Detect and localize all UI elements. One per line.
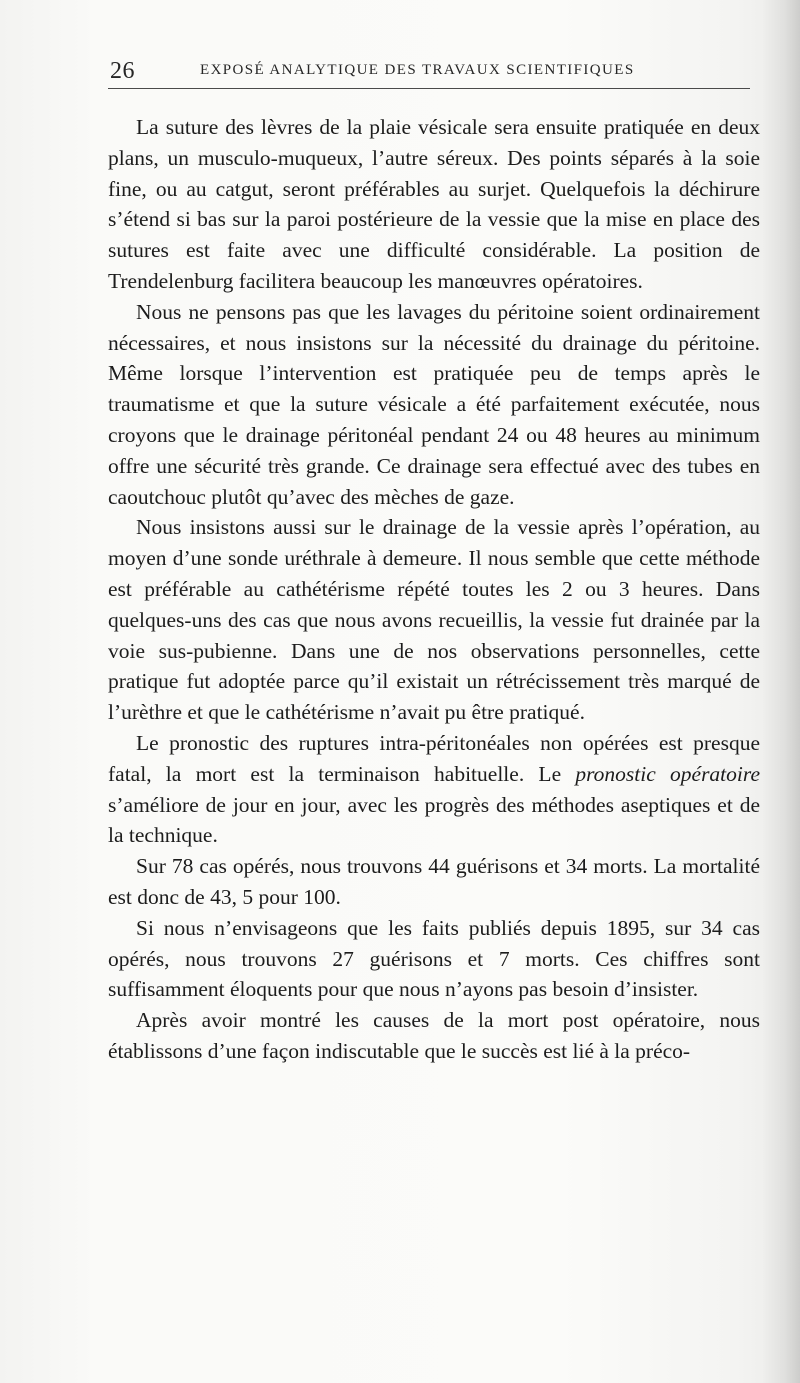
- body-text: [108, 112, 760, 1067]
- pronostic-text-after: s’améliore de jour en jour, avec les progrès des méthodes aseptiques et de la technique.: [108, 792, 760, 848]
- header-rule: [108, 88, 750, 89]
- page-number: 26: [110, 58, 135, 84]
- pronostic-operatoire-emphasis: pronostic opératoire: [575, 761, 760, 786]
- paragraph-drainage-vessie: Nous insistons aussi sur le drainage de la vessie après l’opération, au moyen d’une sonde uréthrale à demeure. Il nous semble que cette méthode est préférable au cathétérisme répété toutes les 2 ou 3 heures. Dans quelques-uns des cas que nous avons recueillis, la vessie fut drainée par la voie sus-pubienne. Dans une de nos observations personnelles, cette pratique fut adoptée parce qu’il existait un rétrécissement très marqué de l’urèthre et que le cathétérisme n’avait pu être pratiqué.: [108, 515, 760, 725]
- paragraph-statistics-1895: Si nous n’envisageons que les faits publiés depuis 1895, sur 34 cas opérés, nous trouvons 27 guérisons et 7 morts. Ces chiffres sont suffisamment éloquents pour que nous n’ayons pas besoin d’insister.: [108, 915, 760, 1002]
- paragraph-conclusion: Après avoir montré les causes de la mort post opératoire, nous établissons d’une façon indiscutable que le succès est lié à la préco-: [108, 1008, 760, 1063]
- paragraph-statistics-78: Sur 78 cas opérés, nous trouvons 44 guérisons et 34 morts. La mortalité est donc de 43, 5 pour 100.: [108, 854, 760, 909]
- running-head-title: EXPOSÉ ANALYTIQUE DES TRAVAUX SCIENTIFIQUES: [200, 62, 635, 78]
- paragraph-suture: La suture des lèvres de la plaie vésicale sera ensuite pratiquée en deux plans, un musculo-muqueux, l’autre séreux. Des points séparés à la soie fine, ou au catgut, seront préférables au surjet. Quelquefois la déchirure s’étend si bas sur la paroi postérieure de la vessie que la mise en place des sutures est faite avec une difficulté considérable. La position de Trendelenburg facilitera beaucoup les manœuvres opératoires.: [108, 115, 760, 293]
- paragraph-pronostic: [108, 728, 760, 851]
- page-edge-shadow: [762, 0, 800, 1383]
- pronostic-text-before: Le pronostic des ruptures intra-péritonéales non opérées est presque fatal, la mort est la terminaison habituelle. Le: [108, 730, 760, 786]
- running-head: [110, 58, 750, 86]
- paragraph-drainage-peritoine: Nous ne pensons pas que les lavages du péritoine soient ordinairement nécessaires, et nous insistons sur la nécessité du drainage du péritoine. Même lorsque l’intervention est pratiquée peu de temps après le traumatisme et que la suture vésicale a été parfaitement exécutée, nous croyons que le drainage péritonéal pendant 24 ou 48 heures au minimum offre une sécurité très grande. Ce drainage sera effectué avec des tubes en caoutchouc plutôt qu’avec des mèches de gaze.: [108, 299, 760, 509]
